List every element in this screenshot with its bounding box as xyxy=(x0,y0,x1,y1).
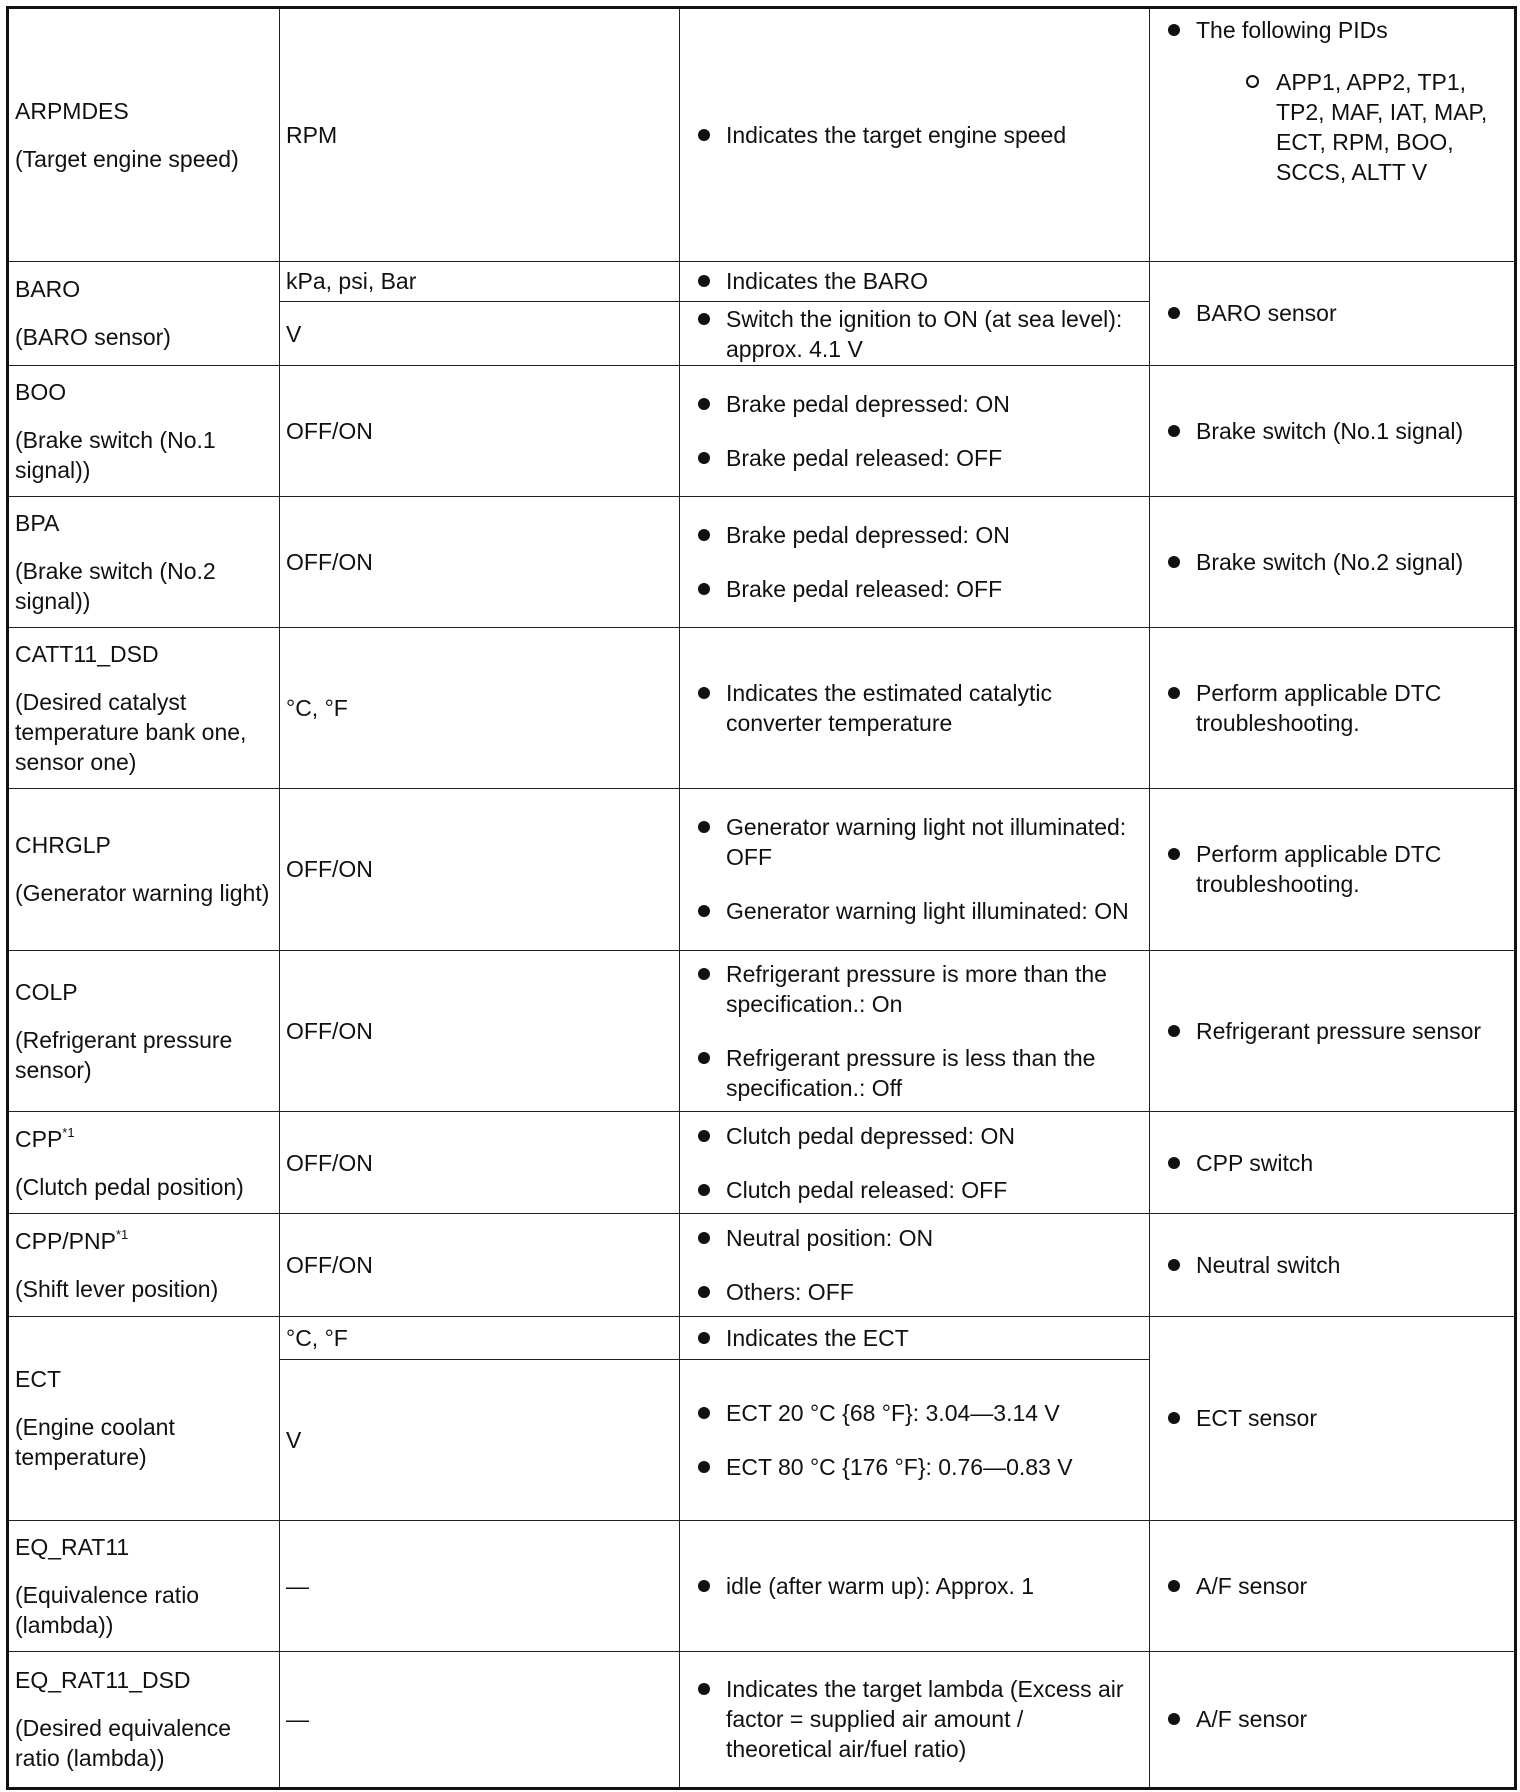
condition-item: Neutral position: ON xyxy=(726,1223,1133,1253)
action-item: Perform applicable DTC troubleshooting. xyxy=(1196,839,1498,899)
condition-item: Indicates the estimated catalytic converter temperature xyxy=(726,678,1133,738)
pid-name: BPA xyxy=(15,509,60,536)
action-item: A/F sensor xyxy=(1196,1571,1498,1601)
pid-cell xyxy=(8,365,280,496)
table-row xyxy=(8,496,1516,627)
pid-cell xyxy=(8,1316,280,1520)
action-item: CPP switch xyxy=(1196,1148,1498,1178)
pid-name: CATT11_DSD xyxy=(15,640,159,667)
condition-cell xyxy=(680,365,1150,496)
action-cell xyxy=(1150,261,1516,365)
unit-cell: °C, °F xyxy=(280,627,680,789)
table-row xyxy=(8,1214,1516,1316)
condition-cell xyxy=(680,1651,1150,1788)
action-cell xyxy=(1150,496,1516,627)
pid-description: (Target engine speed) xyxy=(15,145,239,172)
pid-name: EQ_RAT11_DSD xyxy=(15,1667,191,1694)
condition-cell xyxy=(680,1521,1150,1652)
condition-item: ECT 80 °C {176 °F}: 0.76—0.83 V xyxy=(726,1452,1133,1482)
table-row xyxy=(8,261,1516,302)
action-item: Brake switch (No.2 signal) xyxy=(1196,547,1498,577)
condition-item: Refrigerant pressure is less than the specification.: Off xyxy=(726,1043,1133,1103)
pid-cell xyxy=(8,261,280,365)
condition-item: Brake pedal released: OFF xyxy=(726,574,1133,604)
pid-name: CPP/PNP$^{*1}$ xyxy=(15,1226,129,1254)
action-cell xyxy=(1150,1316,1516,1520)
action-item: A/F sensor xyxy=(1196,1704,1498,1734)
condition-item: Brake pedal depressed: ON xyxy=(726,520,1133,550)
unit-cell: kPa, psi, Bar xyxy=(280,261,680,302)
condition-item: Switch the ignition to ON (at sea level): approx. 4.1 V xyxy=(726,304,1133,364)
condition-cell xyxy=(680,8,1150,262)
action-item: ECT sensor xyxy=(1196,1403,1498,1433)
pid-description: (Brake switch (No.1 signal)) xyxy=(15,426,216,483)
table-row xyxy=(8,1651,1516,1788)
action-item: Neutral switch xyxy=(1196,1250,1498,1280)
pid-cell xyxy=(8,496,280,627)
condition-cell xyxy=(680,950,1150,1112)
unit-cell: OFF/ON xyxy=(280,1112,680,1214)
table-row xyxy=(8,789,1516,951)
action-cell xyxy=(1150,1521,1516,1652)
pid-cell xyxy=(8,627,280,789)
pid-name: CHRGLP xyxy=(15,832,111,859)
pid-cell xyxy=(8,950,280,1112)
unit-cell: OFF/ON xyxy=(280,496,680,627)
table-body xyxy=(8,8,1516,1789)
pid-name: ECT xyxy=(15,1366,61,1393)
unit-cell: OFF/ON xyxy=(280,950,680,1112)
table-row xyxy=(8,1521,1516,1652)
condition-item: Others: OFF xyxy=(726,1277,1133,1307)
condition-item: Indicates the target lambda (Excess air factor = supplied air amount / theoretical air/fuel ratio) xyxy=(726,1674,1133,1764)
unit-cell: OFF/ON xyxy=(280,789,680,951)
pid-name: BOO xyxy=(15,378,67,405)
condition-item: Indicates the ECT xyxy=(726,1323,1133,1353)
condition-item: Indicates the target engine speed xyxy=(726,120,1133,150)
condition-item: Brake pedal depressed: ON xyxy=(726,389,1133,419)
pid-cell xyxy=(8,1521,280,1652)
table-row xyxy=(8,627,1516,789)
action-cell xyxy=(1150,627,1516,789)
action-cell xyxy=(1150,1112,1516,1214)
action-item: Brake switch (No.1 signal) xyxy=(1196,416,1498,446)
action-cell xyxy=(1150,1651,1516,1788)
table-row xyxy=(8,1316,1516,1359)
unit-cell: V xyxy=(280,1359,680,1521)
pid-description: (Equivalence ratio (lambda)) xyxy=(15,1581,200,1638)
action-cell xyxy=(1150,365,1516,496)
pid-monitor-table xyxy=(6,6,1517,1790)
footnote-marker: *1 xyxy=(62,1124,75,1140)
table-row xyxy=(8,365,1516,496)
pid-description: (Clutch pedal position) xyxy=(15,1173,244,1200)
unit-cell: RPM xyxy=(280,8,680,262)
condition-item: Clutch pedal released: OFF xyxy=(726,1175,1133,1205)
action-cell xyxy=(1150,1214,1516,1316)
footnote-marker: *1 xyxy=(115,1226,129,1242)
condition-cell xyxy=(680,496,1150,627)
pid-cell xyxy=(8,789,280,951)
pid-name: BARO xyxy=(15,276,81,303)
condition-item: idle (after warm up): Approx. 1 xyxy=(726,1571,1133,1601)
action-cell xyxy=(1150,789,1516,951)
condition-cell xyxy=(680,1316,1150,1359)
table-row xyxy=(8,950,1516,1112)
condition-item: Clutch pedal depressed: ON xyxy=(726,1121,1133,1151)
action-sub-item: APP1, APP2, TP1, TP2, MAF, IAT, MAP, ECT, RPM, BOO, SCCS, ALTT V xyxy=(1276,67,1498,187)
condition-cell xyxy=(680,789,1150,951)
unit-cell: — xyxy=(280,1651,680,1788)
condition-cell xyxy=(680,1112,1150,1214)
pid-description: (Desired catalyst temperature bank one, sensor one) xyxy=(15,688,247,775)
pid-description: (Engine coolant temperature) xyxy=(15,1414,175,1471)
action-item: The following PIDs APP1, APP2, TP1, TP2, MAF, IAT, MAP, ECT, RPM, BOO, SCCS, ALTT V xyxy=(1196,15,1498,187)
unit-cell: — xyxy=(280,1521,680,1652)
pid-description: (Refrigerant pressure sensor) xyxy=(15,1026,233,1083)
condition-item: Generator warning light not illuminated: OFF xyxy=(726,812,1133,872)
condition-cell xyxy=(680,1359,1150,1521)
unit-cell: OFF/ON xyxy=(280,365,680,496)
action-item: BARO sensor xyxy=(1196,298,1498,328)
action-item: Refrigerant pressure sensor xyxy=(1196,1016,1498,1046)
action-item: Perform applicable DTC troubleshooting. xyxy=(1196,678,1498,738)
action-cell xyxy=(1150,950,1516,1112)
pid-name: ARPMDES xyxy=(15,97,129,124)
unit-cell: V xyxy=(280,302,680,365)
pid-name: COLP xyxy=(15,978,78,1005)
unit-cell: OFF/ON xyxy=(280,1214,680,1316)
pid-description: (BARO sensor) xyxy=(15,324,171,351)
table-row xyxy=(8,8,1516,262)
pid-cell xyxy=(8,1214,280,1316)
pid-description: (Desired equivalence ratio (lambda)) xyxy=(15,1715,232,1772)
condition-item: ECT 20 °C {68 °F}: 3.04—3.14 V xyxy=(726,1398,1133,1428)
condition-cell xyxy=(680,627,1150,789)
condition-cell xyxy=(680,261,1150,302)
condition-cell xyxy=(680,1214,1150,1316)
pid-description: (Generator warning light) xyxy=(15,880,270,907)
condition-item: Refrigerant pressure is more than the specification.: On xyxy=(726,959,1133,1019)
pid-description: (Shift lever position) xyxy=(15,1275,219,1302)
pid-cell xyxy=(8,1112,280,1214)
condition-cell xyxy=(680,302,1150,365)
pid-cell xyxy=(8,1651,280,1788)
pid-name: CPP$^{*1}$ xyxy=(15,1124,75,1152)
unit-cell: °C, °F xyxy=(280,1316,680,1359)
condition-item: Generator warning light illuminated: ON xyxy=(726,896,1133,926)
pid-cell xyxy=(8,8,280,262)
condition-item: Indicates the BARO xyxy=(726,266,1133,296)
pid-description: (Brake switch (No.2 signal)) xyxy=(15,557,216,614)
condition-item: Brake pedal released: OFF xyxy=(726,443,1133,473)
pid-name: EQ_RAT11 xyxy=(15,1533,130,1560)
action-cell xyxy=(1150,8,1516,262)
table-row xyxy=(8,1112,1516,1214)
